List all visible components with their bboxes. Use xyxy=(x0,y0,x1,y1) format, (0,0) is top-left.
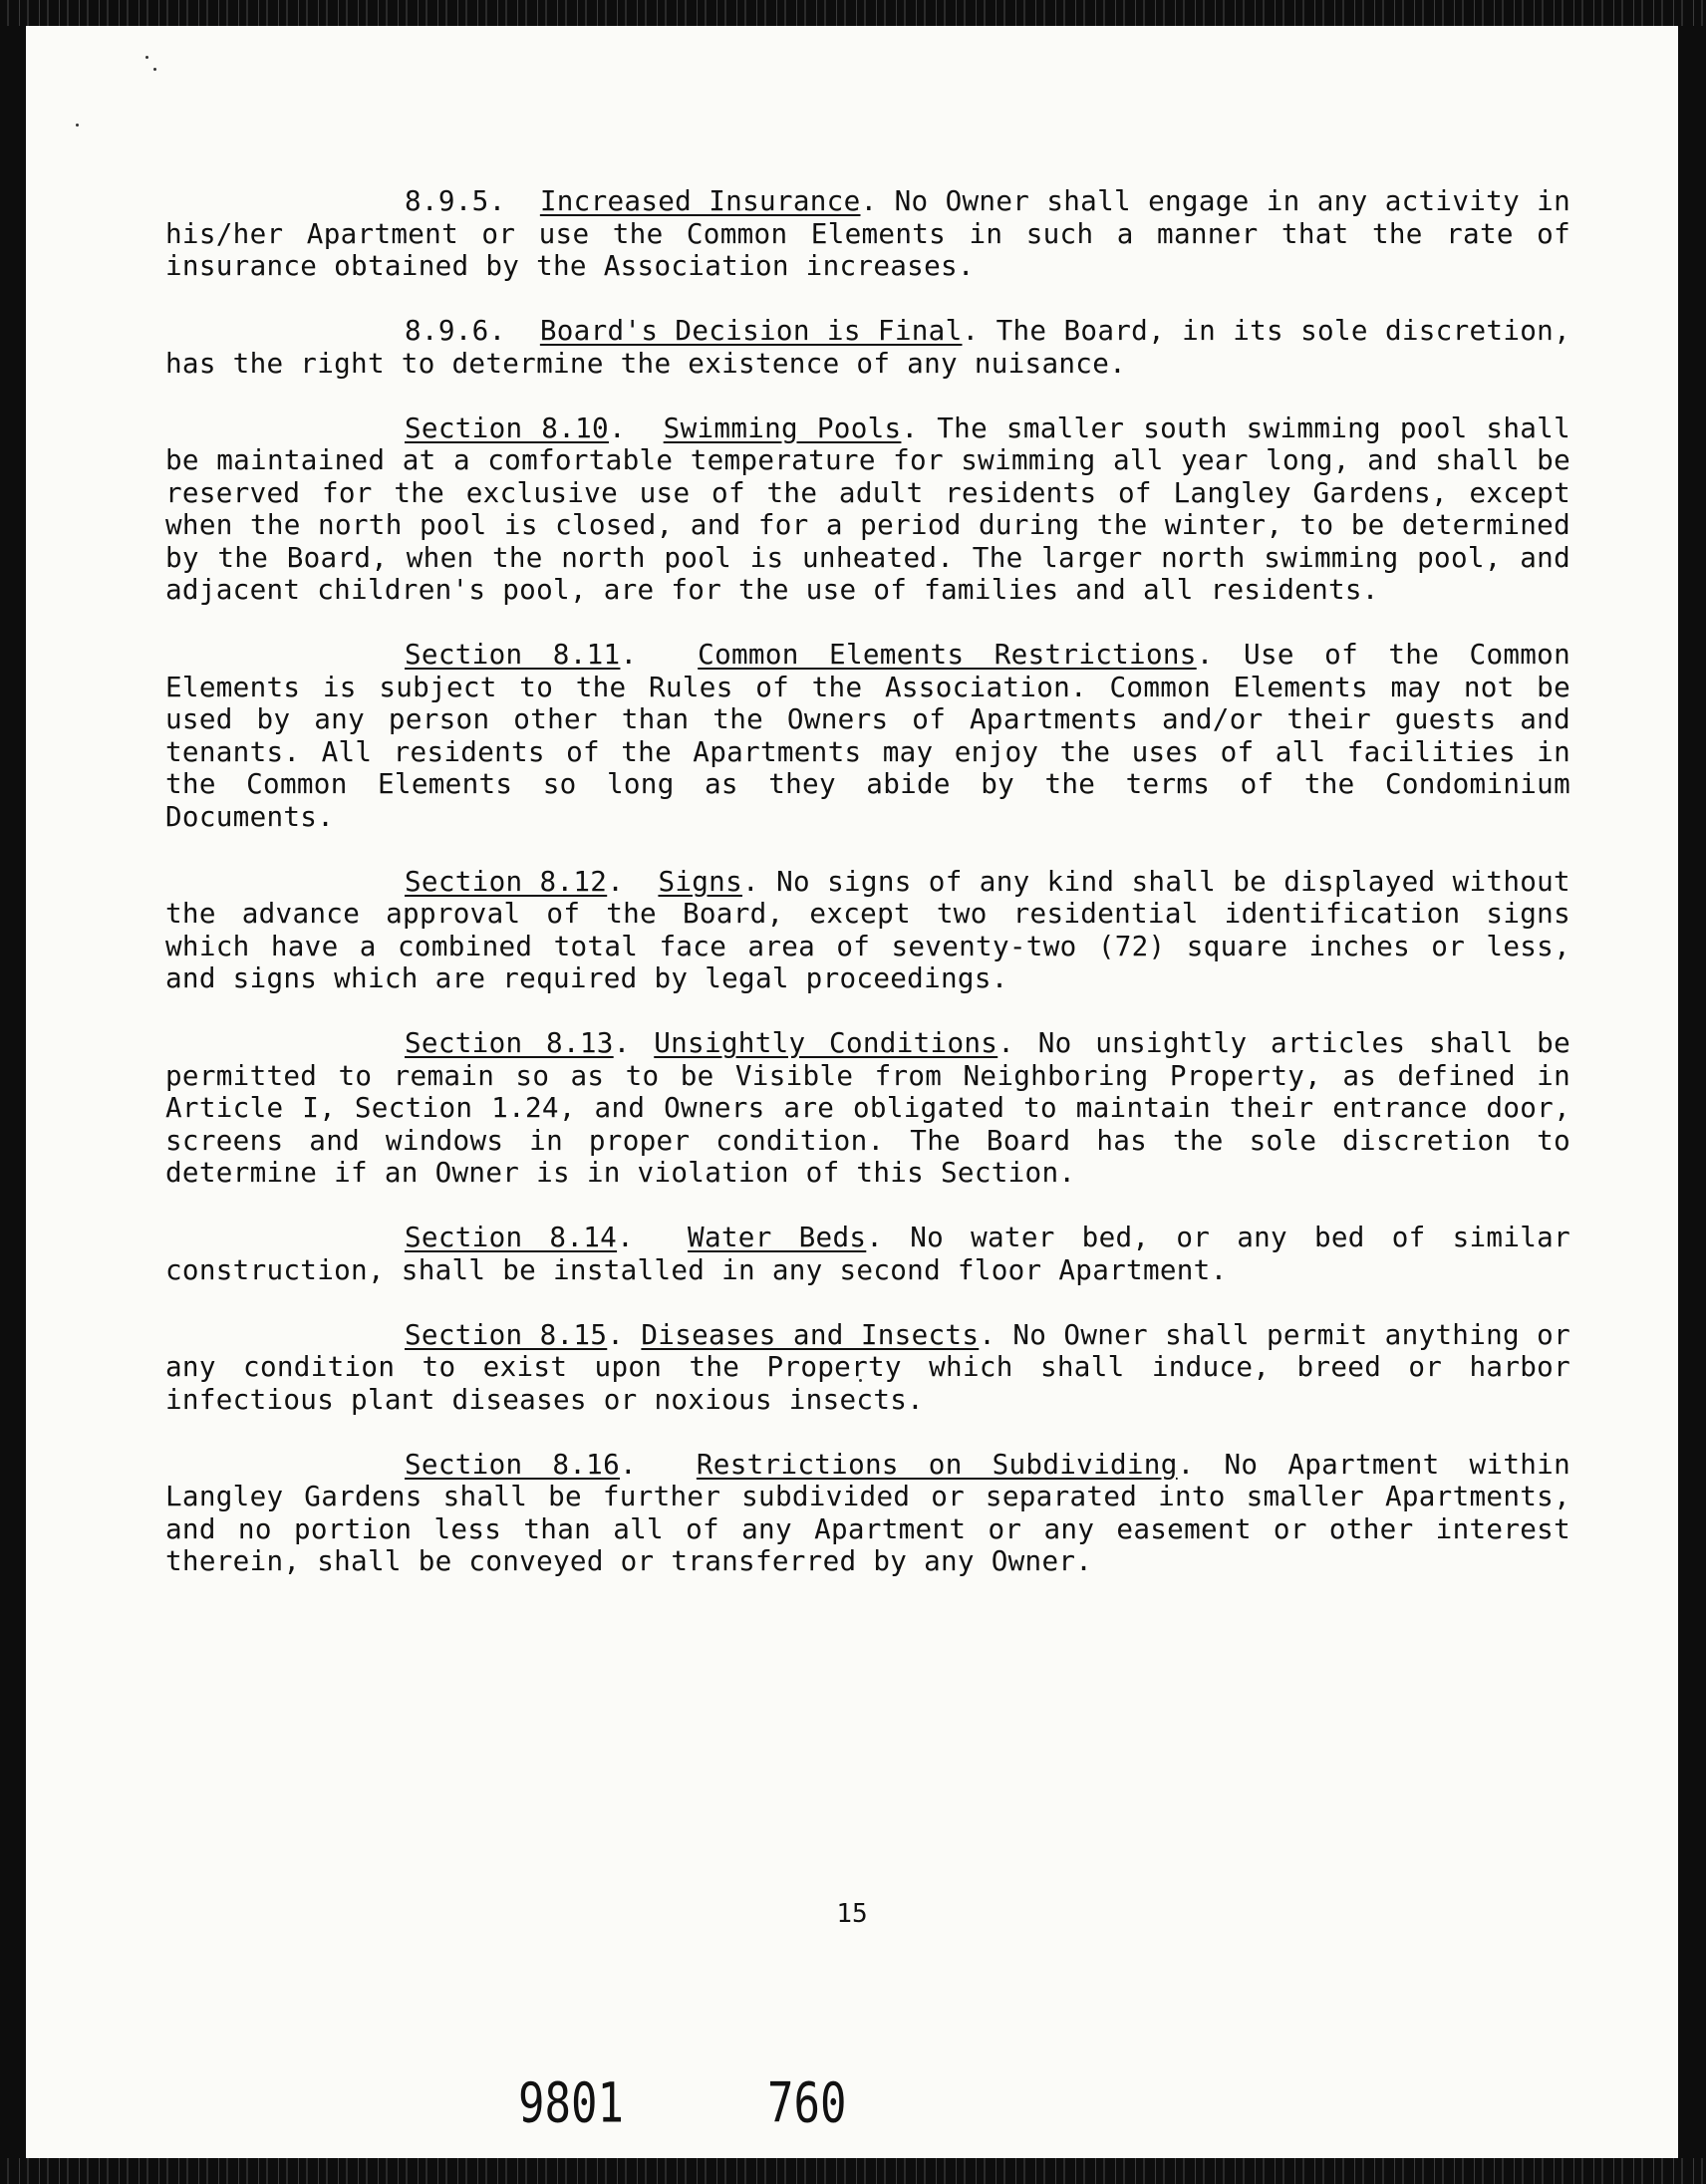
scan-speck xyxy=(76,124,79,127)
section-heading: Water Beds xyxy=(688,1221,867,1253)
scan-speck xyxy=(153,68,156,71)
scan-border-top xyxy=(0,0,1706,26)
document-page xyxy=(26,26,1678,2158)
section-number: Section 8.15 xyxy=(405,1317,608,1351)
section-text: . No water bed, or any bed of similar construction, shall be installed in any second floor Apartment. xyxy=(165,1221,1570,1286)
section-number: Section 8.11 xyxy=(405,638,621,671)
paragraph-heading: Increased Insurance xyxy=(539,184,861,217)
section-text: . No Apartment within Langley Gardens shall be further subdivided or separated into smaller Apartments, and no portion less than all of any Apartment or any easement or other interest therein, shall be conveyed or transferred by any Owner. xyxy=(165,1447,1570,1577)
paragraph-text: . The Board, in its sole discretion, has the right to determine the existence of any nuisance. xyxy=(165,314,1570,380)
section-number: Section 8.13 xyxy=(405,1026,614,1059)
paragraph-number: 8.9.5. xyxy=(405,184,506,217)
section-text: . No Owner shall permit anything or any condition to exist upon the Property which shall induce, breed or harbor infectious plant diseases or noxious insects. xyxy=(165,1317,1570,1416)
section-heading: Unsightly Conditions xyxy=(654,1026,998,1059)
section-8-14: Section 8.14. Water Beds. No water bed, or any bed of similar construction, shall be installed in any second floor Apartment. xyxy=(165,1221,1570,1286)
scan-border-bottom xyxy=(0,2158,1706,2184)
section-8-12: Section 8.12. Signs. No signs of any kind shall be displayed without the advance approval of the Board, except two residential identification signs which have a combined total face area of seventy-two (72) square inches or less, and signs which are required by legal proceedings. xyxy=(165,864,1570,994)
document-stamp-number: 760 xyxy=(767,2071,847,2136)
section-text: . Use of the Common Elements is subject to the Rules of the Association. Common Elements may not be used by any person other than the Owners of Apartments and/or their guests and tenants. All residents of the Apartments may enjoy the uses of all facilities in the Common Elements so long as they abide by the terms of the Condominium Documents. xyxy=(165,638,1571,833)
section-text: . No signs of any kind shall be displayed without the advance approval of the Board, except two residential identification signs which have a combined total face area of seventy-two (72) square inches or less, and signs which are required by legal proceedings. xyxy=(165,864,1570,994)
section-heading: Signs xyxy=(658,864,743,898)
section-8-16: Section 8.16. Restrictions on Subdividing. No Apartment within Langley Gardens shall be further subdivided or separated into smaller Apartments, and no portion less than all of any Apartment or any easement or other interest therein, shall be conveyed or transferred by any Owner. xyxy=(165,1447,1570,1577)
section-heading: Common Elements Restrictions xyxy=(698,638,1197,671)
section-heading: Restrictions on Subdividing xyxy=(696,1447,1178,1481)
paragraph-number: 8.9.6. xyxy=(405,314,506,347)
section-number: Section 8.16 xyxy=(405,1447,621,1481)
paragraph-8-9-6 xyxy=(165,315,1570,380)
paragraph-8-9-5 xyxy=(165,185,1570,283)
scan-speck xyxy=(145,56,148,59)
document-body xyxy=(165,185,1570,1610)
section-8-13: Section 8.13. Unsightly Conditions. No unsightly articles shall be permitted to remain so as to be Visible from Neighboring Property, as defined in Article I, Section 1.24, and Owners are obligated to maintain their entrance door, screens and windows in proper condition. The Board has the sole discretion to determine if an Owner is in violation of this Section. xyxy=(165,1026,1570,1189)
section-text: . The smaller south swimming pool shall be maintained at a comfortable temperature for swimming all year long, and shall be reserved for the exclusive use of the adult residents of Langley Gardens, except when the north pool is closed, and for a period during the winter, to be determined by the Board, when the north pool is unheated. The larger north swimming pool, and adjacent children's pool, are for the use of families and all residents. xyxy=(165,410,1570,606)
section-8-10: Section 8.10. Swimming Pools. The smaller south swimming pool shall be maintained at a comfortable temperature for swimming all year long, and shall be reserved for the exclusive use of the adult residents of Langley Gardens, except when the north pool is closed, and for a period during the winter, to be determined by the Board, when the north pool is unheated. The larger north swimming pool, and adjacent children's pool, are for the use of families and all residents. xyxy=(165,410,1570,606)
section-text: . No unsightly articles shall be permitted to remain so as to be Visible from Neighboring Property, as defined in Article I, Section 1.24, and Owners are obligated to maintain their entrance door, screens and windows in proper condition. The Board has the sole discretion to determine if an Owner is in violation of this Section. xyxy=(165,1026,1570,1189)
section-8-15: Section 8.15. Diseases and Insects. No Owner shall permit anything or any condition to exist upon the Property which shall induce, breed or harbor infectious plant diseases or noxious insects. xyxy=(165,1317,1570,1416)
document-stamp-number: 9801 xyxy=(518,2071,624,2136)
section-number: Section 8.10 xyxy=(405,410,609,444)
paragraph-text: . No Owner shall engage in any activity in his/her Apartment or use the Common Elements in such a manner that the rate of insurance obtained by the Association increases. xyxy=(165,184,1571,282)
section-heading: Diseases and Insects xyxy=(641,1317,980,1351)
section-heading: Swimming Pools xyxy=(663,410,902,444)
section-number: Section 8.14 xyxy=(405,1221,618,1253)
section-number: Section 8.12 xyxy=(405,864,608,898)
section-8-11: Section 8.11. Common Elements Restrictions. Use of the Common Elements is subject to the Rules of the Association. Common Elements may not be used by any person other than the Owners of Apartments and/or their guests and tenants. All residents of the Apartments may enjoy the uses of all facilities in the Common Elements so long as they abide by the terms of the Condominium Documents. xyxy=(165,638,1571,833)
paragraph-heading: Board's Decision is Final xyxy=(539,314,963,347)
page-number: 15 xyxy=(836,1899,868,1929)
